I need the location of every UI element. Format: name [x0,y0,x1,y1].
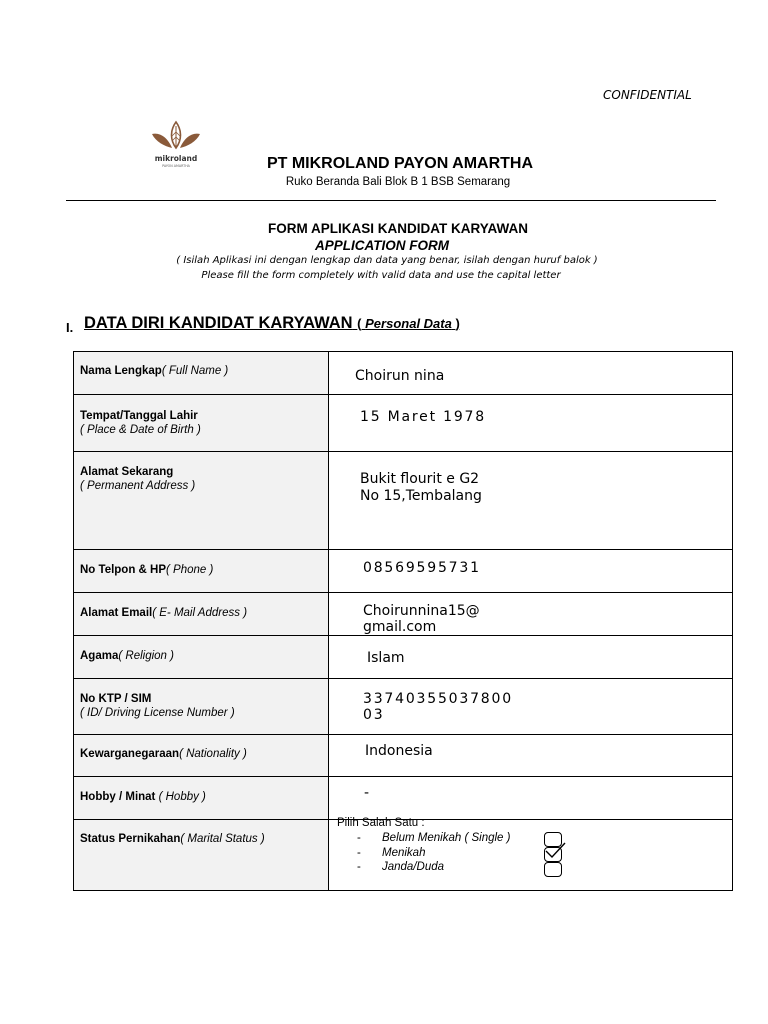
hobby-label-en: ( Hobby ) [158,791,206,803]
label-cell [74,735,329,777]
table-row-full-name [74,352,733,395]
checkbox-married[interactable] [544,847,562,862]
table-row-marital-status [74,820,733,891]
birth-value: 15 Maret 1978 [360,409,486,425]
company-name: PT MIKROLAND PAYON AMARTHA [266,155,534,172]
marital-label-en: ( Marital Status ) [180,833,265,845]
label-cell [74,352,329,395]
table-row-id-number [74,679,733,735]
paren-open: ( [357,316,362,331]
email-label-en: ( E- Mail Address ) [152,607,248,619]
nationality-label: Kewarganegaraan [80,748,180,760]
label-cell [74,777,329,820]
table-row-religion [74,636,733,679]
birth-field[interactable] [329,395,733,452]
checkbox-widowed[interactable] [544,862,562,877]
hobby-field[interactable] [329,777,733,820]
email-label: Alamat Email [80,607,153,619]
svg-text:PAYON AMARTHA: PAYON AMARTHA [162,164,190,168]
id-label-en: ( ID/ Driving License Number ) [80,707,235,719]
company-address: Ruko Beranda Bali Blok B 1 BSB Semarang [285,176,511,188]
birth-label-en: ( Place & Date of Birth ) [80,424,201,436]
label-cell [74,820,329,891]
table-row-birth [74,395,733,452]
address-label-en: ( Permanent Address ) [80,480,196,492]
section-title-english-text: Personal Data [365,316,452,331]
label-cell [74,636,329,679]
label-cell [74,593,329,636]
label-cell [74,679,329,735]
nationality-label-en: ( Nationality ) [179,748,247,760]
section-title-english [357,316,460,331]
email-field[interactable] [329,593,733,636]
hobby-value: - [364,785,370,801]
marital-options [329,831,709,875]
checkmark-icon [544,842,566,860]
id-label: No KTP / SIM [80,693,152,705]
label-cell [74,550,329,593]
marital-label: Status Pernikahan [80,833,181,845]
religion-label-en: ( Religion ) [118,650,174,662]
address-label: Alamat Sekarang [80,466,174,478]
full-name-field[interactable] [329,352,733,395]
svg-text:mikroland: mikroland [154,154,198,163]
option-single: - Belum Menikah ( Single ) [357,832,511,844]
form-title: FORM APLIKASI KANDIDAT KARYAWAN [267,221,528,236]
religion-field[interactable] [329,636,733,679]
option-widowed-label: Janda/Duda [382,861,445,873]
full-name-label: Nama Lengkap [80,365,162,377]
section-title [84,314,460,333]
id-field[interactable] [329,679,733,735]
table-row-phone [74,550,733,593]
religion-value: Islam [367,650,405,666]
address-value: Bukit flourit e G2 No 15,Tembalang [360,471,482,504]
nationality-value: Indonesia [365,743,433,759]
label-cell [74,452,329,550]
personal-data-table [73,351,733,891]
confidential-label: CONFIDENTIAL [603,88,692,102]
phone-label: No Telpon & HP [80,564,167,576]
table-row-address [74,452,733,550]
birth-label: Tempat/Tanggal Lahir [80,410,198,422]
phone-field[interactable] [329,550,733,593]
label-cell [74,395,329,452]
marital-status-field [329,817,733,891]
address-field[interactable] [329,452,733,550]
table-row-nationality [74,735,733,777]
section-number: I. [66,320,74,335]
id-value: 33740355037800 03 [363,691,513,723]
marital-prompt: Pilih Salah Satu : [337,817,425,829]
option-married-label: Menikah [382,846,426,859]
email-value: Choirunnina15@ gmail.com [363,603,480,635]
religion-label: Agama [80,650,119,662]
option-single-label: Belum Menikah ( Single ) [382,832,511,844]
table-row-hobby [74,777,733,820]
form-note-indonesian: ( Isilah Aplikasi ini dengan lengkap dan data yang benar, isilah dengan huruf balok ) [176,255,598,266]
form-note-english: Please fill the form completely with valid data and use the capital letter [201,270,561,281]
nationality-field[interactable] [329,735,733,777]
form-subtitle: APPLICATION FORM [315,238,449,253]
full-name-value: Choirun nina [355,368,445,384]
section-title-text: DATA DIRI KANDIDAT KARYAWAN [84,314,353,332]
table-row-email [74,593,733,636]
header-divider [66,200,716,201]
full-name-label-en: ( Full Name ) [161,365,229,377]
phone-label-en: ( Phone ) [166,564,214,576]
paren-close: ) [455,316,460,331]
option-married: - Menikah [357,846,426,859]
option-widowed: - Janda/Duda [357,861,445,873]
phone-value: 08569595731 [363,560,481,576]
hobby-label: Hobby / Minat [80,791,156,803]
